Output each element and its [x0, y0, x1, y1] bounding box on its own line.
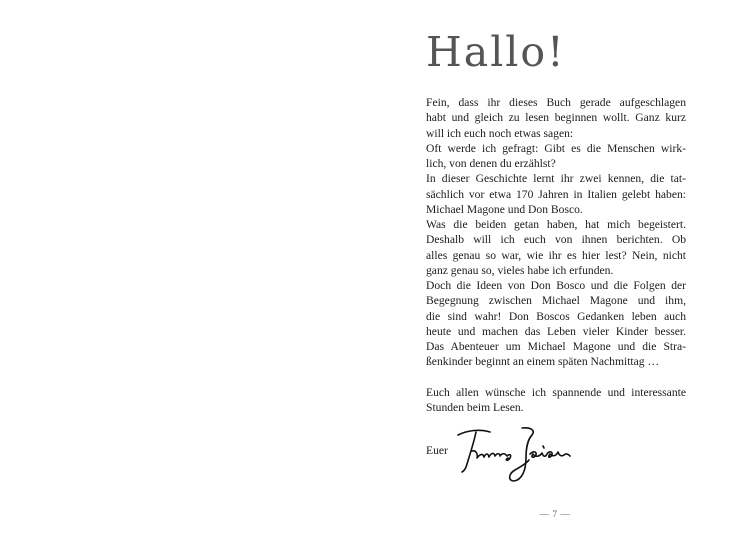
text-line: ßenkinder beginnt an einem späten Nachmittag …	[426, 355, 660, 369]
page-heading: Hallo!	[426, 28, 566, 76]
text-line: heute und machen das Leben vieler Kinder besser.	[426, 324, 686, 338]
page-number: — 7 —	[539, 510, 571, 520]
text-line: alles genau so war, wie ihr es hier lest? Nein, nicht	[426, 248, 686, 262]
text-line: Doch die Ideen von Don Bosco und die Folgen der	[426, 279, 686, 292]
closing-salutation: Euer	[426, 444, 448, 457]
text-line: ganz genau so, vieles habe ich erfunden.	[426, 263, 614, 277]
text-line: Fein, dass ihr dieses Buch gerade aufgeschlagen	[426, 96, 686, 109]
text-line: In dieser Geschichte lernt ihr zwei kennen, die tat-	[426, 172, 686, 186]
handwritten-signature	[450, 418, 575, 488]
text-line: will ich euch noch etwas sagen:	[426, 126, 574, 140]
text-line: Das Abenteuer um Michael Magone und die Stra-	[426, 340, 686, 353]
text-line: lich, von denen du erzählst?	[426, 157, 556, 170]
paragraph-gap	[426, 370, 686, 385]
text-line: Stunden beim Lesen.	[426, 401, 524, 414]
text-line: Euch allen wünsche ich spannende und interessante	[426, 385, 686, 399]
text-line: Michael Magone und Don Bosco.	[426, 202, 583, 216]
text-line: habt und gleich zu lesen beginnen wollt. Ganz kurz	[426, 111, 686, 125]
text-line: Oft werde ich gefragt: Gibt es die Menschen wirk-	[426, 141, 686, 155]
text-line: Begegnung zwischen Michael Magone und ihm,	[426, 294, 686, 308]
text-line: Deshalb will ich euch von ihnen berichten. Ob	[426, 233, 686, 247]
text-line: Was die beiden getan haben, hat mich begeistert.	[426, 218, 686, 231]
body-text	[426, 95, 686, 415]
text-line: sächlich vor etwa 170 Jahren in Italien gelebt haben:	[426, 187, 686, 201]
text-line: die sind wahr! Don Boscos Gedanken leben auch	[426, 309, 686, 323]
